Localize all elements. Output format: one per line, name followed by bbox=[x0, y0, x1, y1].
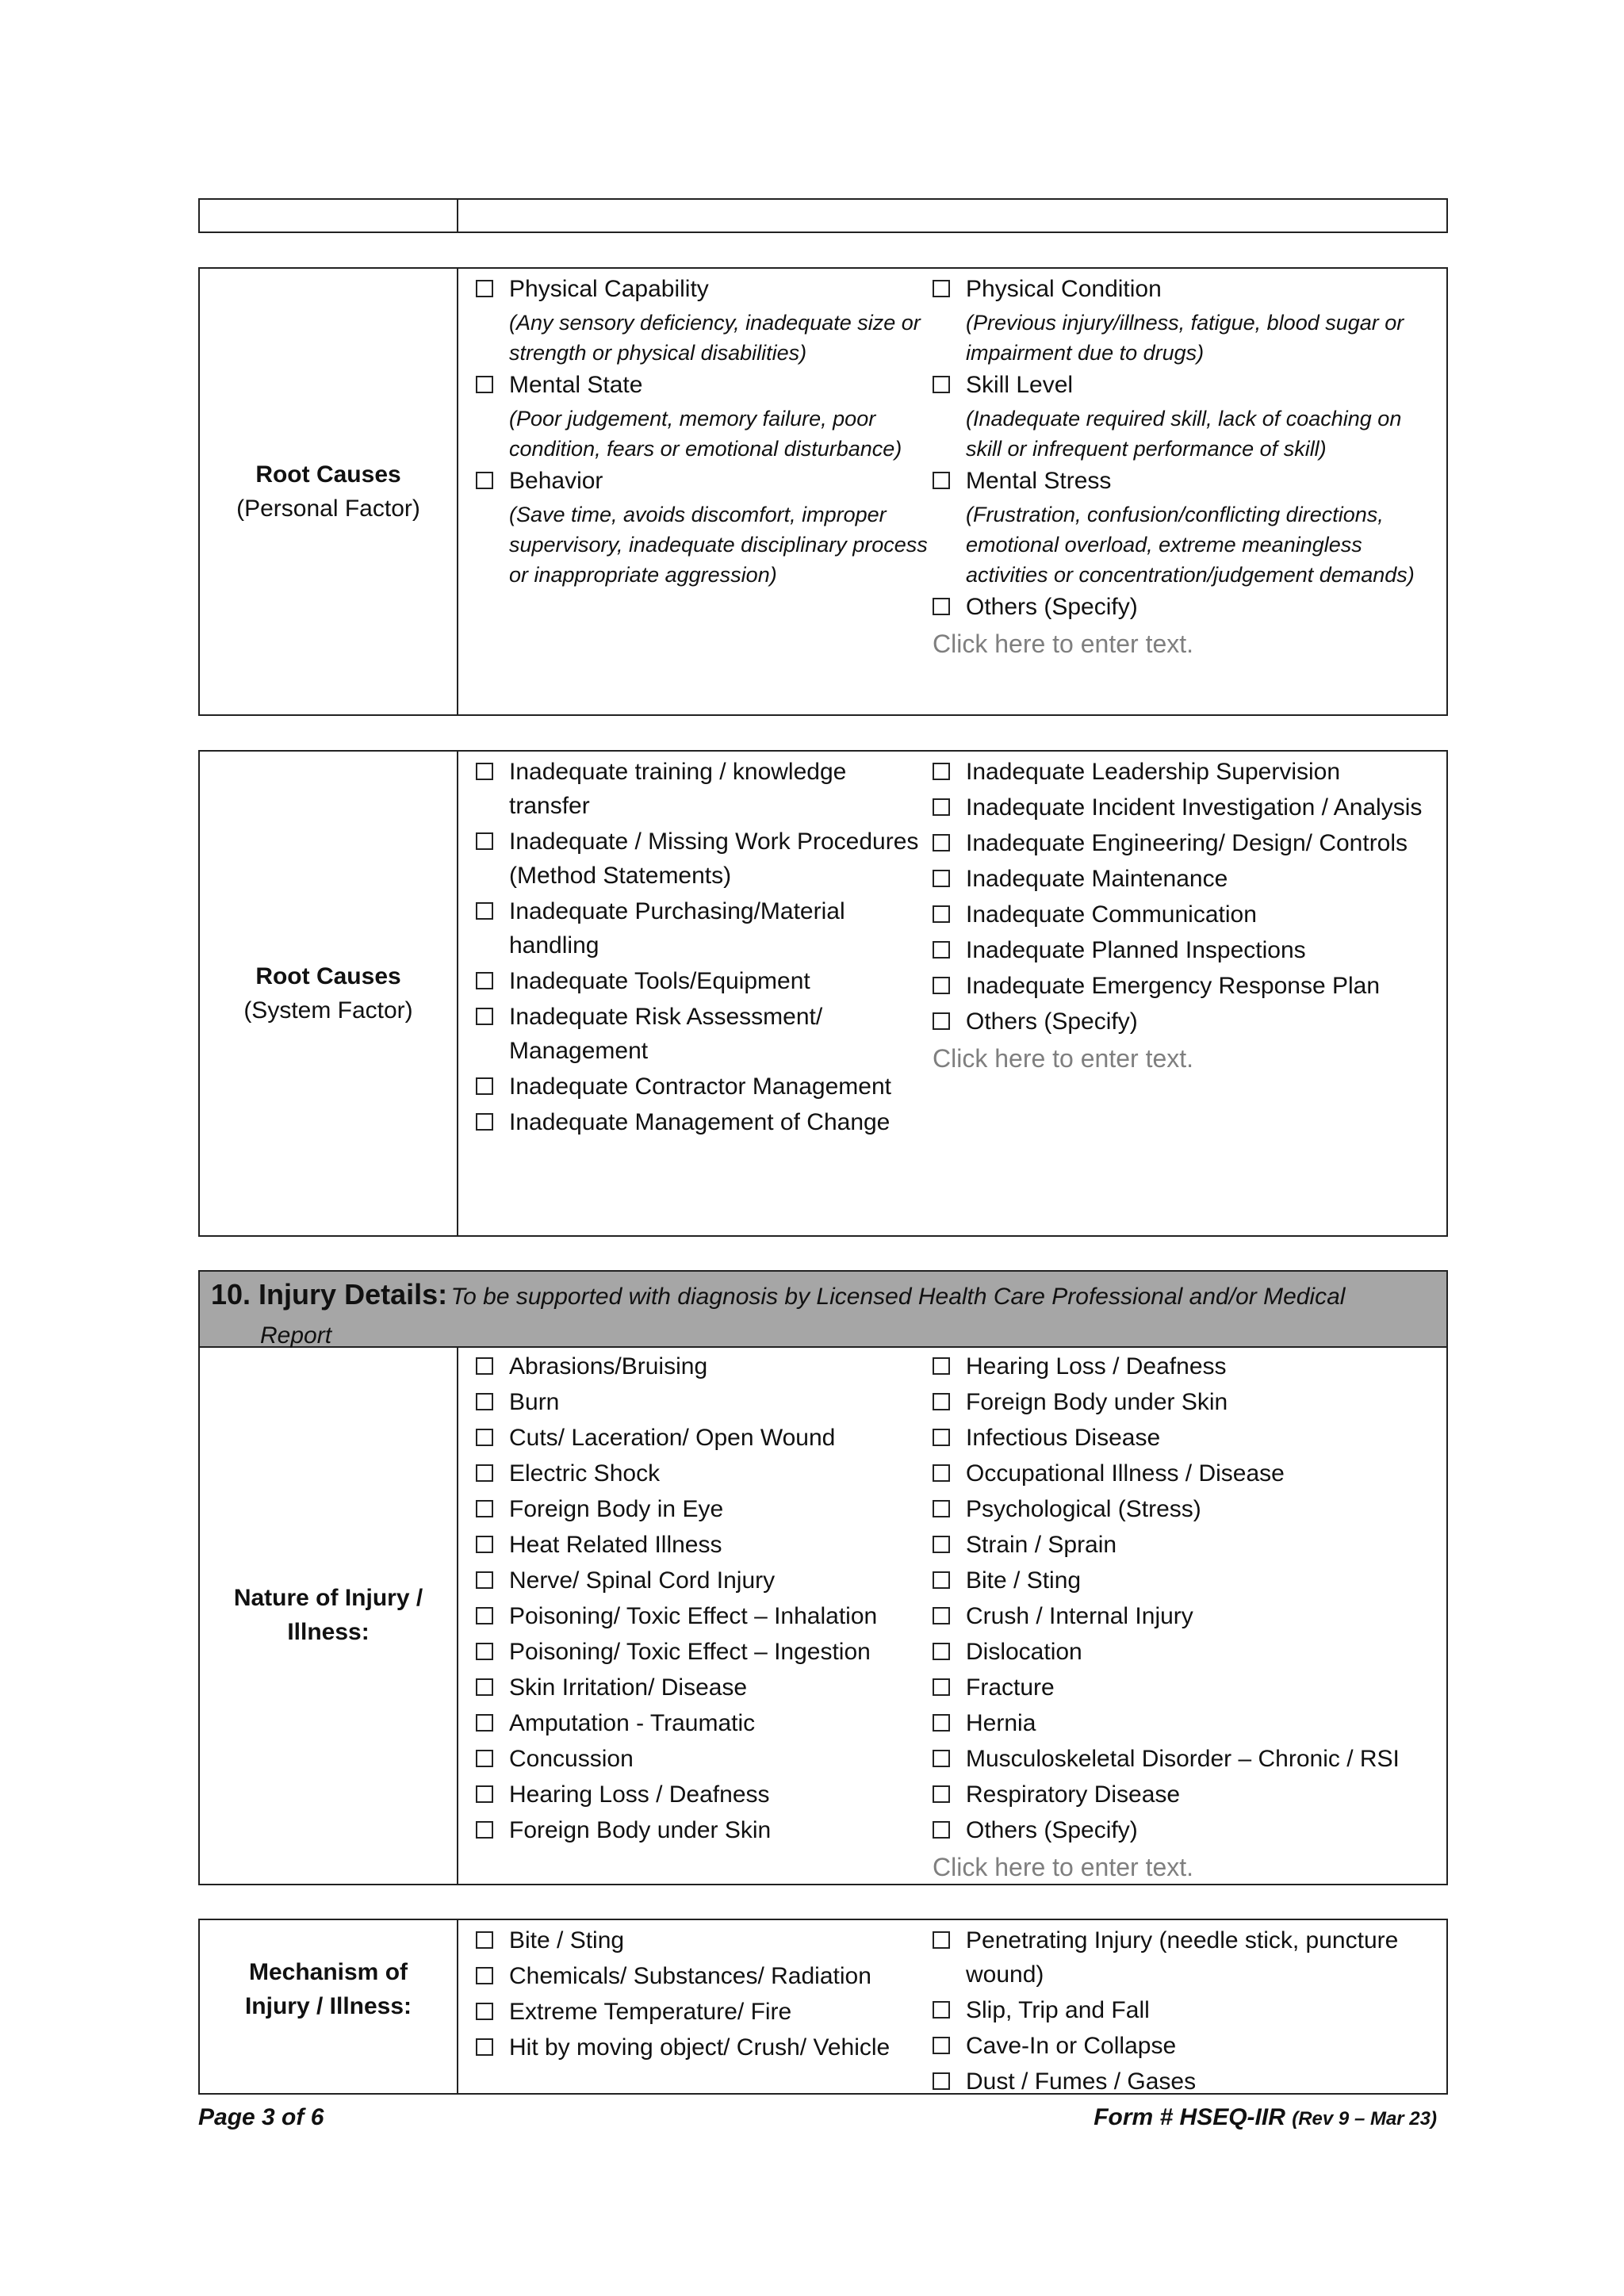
nature-of-injury-options bbox=[458, 1346, 1446, 1884]
system-factor-table bbox=[198, 750, 1448, 1237]
checkbox-label: Mental Stress bbox=[966, 468, 1112, 494]
checkbox-row[interactable] bbox=[929, 1349, 1437, 1383]
checkbox-icon[interactable] bbox=[933, 1012, 950, 1030]
checkbox-row[interactable] bbox=[473, 825, 929, 893]
checkbox-icon[interactable] bbox=[476, 1678, 493, 1696]
checkbox-option[interactable] bbox=[929, 1742, 1437, 1776]
checkbox-option[interactable] bbox=[473, 1777, 929, 1812]
checkbox-label: Inadequate Risk Assessment/ Management bbox=[509, 1004, 823, 1064]
checkbox-row[interactable] bbox=[929, 1742, 1437, 1776]
checkbox-row[interactable] bbox=[473, 1777, 929, 1812]
checkbox-option[interactable] bbox=[473, 1000, 929, 1068]
checkbox-option[interactable] bbox=[473, 964, 929, 998]
checkbox-label: Fracture bbox=[966, 1674, 1055, 1701]
checkbox-option[interactable] bbox=[473, 1742, 929, 1776]
checkbox-option[interactable] bbox=[929, 862, 1437, 896]
checkbox-option[interactable] bbox=[929, 933, 1437, 967]
checkbox-option[interactable] bbox=[929, 1923, 1437, 1992]
checkbox-row[interactable] bbox=[473, 1742, 929, 1776]
checkbox-icon[interactable] bbox=[476, 1393, 493, 1410]
checkbox-row[interactable] bbox=[473, 1635, 929, 1669]
checkbox-label: Inadequate Planned Inspections bbox=[966, 937, 1306, 963]
checkbox-option[interactable] bbox=[473, 1492, 929, 1526]
checkbox-icon[interactable] bbox=[476, 972, 493, 989]
checkbox-option[interactable] bbox=[473, 1995, 929, 2029]
checkbox-option[interactable] bbox=[929, 368, 1437, 464]
mechanism-left-column bbox=[473, 1923, 929, 2093]
checkbox-label: Inadequate Communication bbox=[966, 901, 1257, 928]
checkbox-label: Amputation - Traumatic bbox=[509, 1710, 756, 1736]
checkbox-row[interactable] bbox=[929, 1670, 1437, 1705]
checkbox-option[interactable] bbox=[929, 464, 1437, 590]
top-empty-row bbox=[198, 198, 1448, 233]
checkbox-option[interactable] bbox=[473, 1528, 929, 1562]
checkbox-row[interactable] bbox=[473, 1528, 929, 1562]
checkbox-option[interactable] bbox=[473, 894, 929, 962]
checkbox-icon[interactable] bbox=[476, 1429, 493, 1446]
checkbox-label: Physical Condition bbox=[966, 276, 1162, 302]
checkbox-option[interactable] bbox=[929, 272, 1437, 368]
checkbox-option[interactable] bbox=[473, 1070, 929, 1104]
checkbox-row[interactable] bbox=[473, 1706, 929, 1740]
checkbox-label: Bite / Sting bbox=[509, 1927, 625, 1954]
checkbox-option[interactable] bbox=[473, 1563, 929, 1598]
checkbox-icon[interactable] bbox=[476, 1571, 493, 1589]
checkbox-row[interactable] bbox=[929, 1456, 1437, 1490]
checkbox-icon[interactable] bbox=[476, 2038, 493, 2056]
checkbox-icon[interactable] bbox=[476, 763, 493, 780]
checkbox-label: Inadequate Leadership Supervision bbox=[966, 759, 1341, 785]
checkbox-row[interactable] bbox=[929, 272, 1437, 306]
checkbox-option[interactable] bbox=[929, 1004, 1437, 1039]
checkbox-option[interactable] bbox=[473, 1635, 929, 1669]
checkbox-option[interactable] bbox=[929, 1385, 1437, 1419]
checkbox-option[interactable] bbox=[929, 1777, 1437, 1812]
checkbox-icon[interactable] bbox=[933, 834, 950, 851]
personal-left-column bbox=[473, 272, 929, 714]
mechanism-of-injury-label: Mechanism of Injury / Illness: bbox=[200, 1920, 458, 2093]
option-description: (Any sensory deficiency, inadequate size or strength or physical disabilities) bbox=[509, 311, 921, 365]
checkbox-icon[interactable] bbox=[933, 1931, 950, 1949]
checkbox-icon[interactable] bbox=[933, 472, 950, 489]
checkbox-row[interactable] bbox=[473, 2030, 929, 2064]
checkbox-icon[interactable] bbox=[933, 598, 950, 615]
checkbox-option[interactable] bbox=[929, 1706, 1437, 1740]
footer-page-number: Page 3 of 6 bbox=[198, 2104, 324, 2130]
checkbox-label: Nerve/ Spinal Cord Injury bbox=[509, 1567, 776, 1594]
injury-details-header bbox=[198, 1270, 1448, 1348]
mechanism-of-injury-options bbox=[458, 1920, 1446, 2093]
checkbox-icon[interactable] bbox=[476, 2003, 493, 2020]
checkbox-label: Inadequate training / knowledge transfer bbox=[509, 759, 847, 819]
nature-of-injury-label: Nature of Injury / Illness: bbox=[200, 1346, 458, 1884]
checkbox-option[interactable] bbox=[929, 590, 1437, 624]
checkbox-icon[interactable] bbox=[933, 2001, 950, 2019]
checkbox-option[interactable] bbox=[473, 1349, 929, 1383]
checkbox-option[interactable] bbox=[473, 1599, 929, 1633]
checkbox-label: Inadequate Purchasing/Material handling bbox=[509, 898, 845, 959]
checkbox-option[interactable] bbox=[929, 1528, 1437, 1562]
checkbox-icon[interactable] bbox=[476, 1607, 493, 1624]
checkbox-label: Inadequate Emergency Response Plan bbox=[966, 973, 1381, 999]
checkbox-row[interactable] bbox=[473, 964, 929, 998]
checkbox-icon[interactable] bbox=[933, 1678, 950, 1696]
checkbox-label: Hearing Loss / Deafness bbox=[966, 1353, 1227, 1380]
top-empty-label-cell bbox=[200, 200, 458, 232]
checkbox-option[interactable] bbox=[473, 272, 929, 368]
checkbox-label: Inadequate Tools/Equipment bbox=[509, 968, 810, 994]
checkbox-icon[interactable] bbox=[933, 870, 950, 887]
system-left-column bbox=[473, 755, 929, 1235]
checkbox-icon[interactable] bbox=[933, 1393, 950, 1410]
checkbox-icon[interactable] bbox=[476, 1536, 493, 1553]
checkbox-label: Cuts/ Laceration/ Open Wound bbox=[509, 1425, 836, 1451]
checkbox-label: Abrasions/Bruising bbox=[509, 1353, 708, 1380]
checkbox-icon[interactable] bbox=[933, 1500, 950, 1517]
checkbox-label: Respiratory Disease bbox=[966, 1781, 1181, 1808]
checkbox-label: Crush / Internal Injury bbox=[966, 1603, 1193, 1629]
checkbox-label: Others (Specify) bbox=[966, 594, 1138, 620]
footer-form-id: Form # HSEQ-IIR bbox=[1094, 2104, 1285, 2130]
checkbox-row[interactable] bbox=[929, 1635, 1437, 1669]
checkbox-row[interactable] bbox=[929, 368, 1437, 402]
checkbox-label: Foreign Body in Eye bbox=[509, 1496, 724, 1522]
checkbox-label: Penetrating Injury (needle stick, puncture wound) bbox=[966, 1927, 1399, 1988]
checkbox-option[interactable] bbox=[929, 790, 1437, 825]
checkbox-icon[interactable] bbox=[933, 1607, 950, 1624]
checkbox-label: Physical Capability bbox=[509, 276, 709, 302]
checkbox-label: Inadequate Engineering/ Design/ Controls bbox=[966, 830, 1408, 856]
checkbox-option[interactable] bbox=[929, 1670, 1437, 1705]
top-empty-value-cell[interactable] bbox=[458, 200, 1446, 232]
personal-right-column bbox=[929, 272, 1437, 714]
checkbox-icon[interactable] bbox=[933, 1821, 950, 1839]
checkbox-row[interactable] bbox=[473, 1923, 929, 1957]
checkbox-icon[interactable] bbox=[476, 1750, 493, 1767]
checkbox-label: Electric Shock bbox=[509, 1460, 661, 1487]
checkbox-icon[interactable] bbox=[933, 1536, 950, 1553]
checkbox-icon[interactable] bbox=[933, 1750, 950, 1767]
checkbox-label: Concussion bbox=[509, 1746, 634, 1772]
mechanism-of-injury-table bbox=[198, 1919, 1448, 2095]
text-entry-field[interactable]: Click here to enter text. bbox=[933, 1044, 1194, 1073]
checkbox-row[interactable] bbox=[473, 1563, 929, 1598]
checkbox-option[interactable] bbox=[929, 1492, 1437, 1526]
checkbox-icon[interactable] bbox=[476, 1714, 493, 1732]
checkbox-icon[interactable] bbox=[933, 1464, 950, 1482]
checkbox-label: Others (Specify) bbox=[966, 1817, 1138, 1843]
checkbox-row[interactable] bbox=[929, 1706, 1437, 1740]
checkbox-label: Chemicals/ Substances/ Radiation bbox=[509, 1963, 871, 1989]
checkbox-icon[interactable] bbox=[476, 1464, 493, 1482]
checkbox-row[interactable] bbox=[473, 1349, 929, 1383]
checkbox-row[interactable] bbox=[929, 969, 1437, 1003]
checkbox-row[interactable] bbox=[473, 272, 929, 306]
checkbox-option[interactable] bbox=[929, 2029, 1437, 2063]
text-entry-field[interactable]: Click here to enter text. bbox=[933, 1853, 1194, 1881]
checkbox-row[interactable] bbox=[929, 590, 1437, 624]
checkbox-option[interactable] bbox=[473, 1670, 929, 1705]
option-description: (Poor judgement, memory failure, poor condition, fears or emotional disturbance) bbox=[509, 407, 902, 461]
checkbox-label: Foreign Body under Skin bbox=[966, 1389, 1228, 1415]
checkbox-row[interactable] bbox=[929, 1004, 1437, 1039]
checkbox-icon[interactable] bbox=[476, 1077, 493, 1095]
checkbox-icon[interactable] bbox=[933, 977, 950, 994]
checkbox-row[interactable] bbox=[473, 464, 929, 498]
checkbox-label: Occupational Illness / Disease bbox=[966, 1460, 1285, 1487]
checkbox-row[interactable] bbox=[473, 1670, 929, 1705]
checkbox-label: Extreme Temperature/ Fire bbox=[509, 1999, 792, 2025]
checkbox-row[interactable] bbox=[929, 826, 1437, 860]
checkbox-row[interactable] bbox=[929, 897, 1437, 932]
injury-right-column bbox=[929, 1349, 1437, 1884]
checkbox-icon[interactable] bbox=[933, 1357, 950, 1375]
checkbox-label: Others (Specify) bbox=[966, 1008, 1138, 1035]
checkbox-icon[interactable] bbox=[933, 1429, 950, 1446]
checkbox-option[interactable] bbox=[473, 1421, 929, 1455]
checkbox-option[interactable] bbox=[473, 1105, 929, 1139]
checkbox-label: Behavior bbox=[509, 468, 603, 494]
checkbox-icon[interactable] bbox=[933, 1785, 950, 1803]
checkbox-icon[interactable] bbox=[476, 1821, 493, 1839]
checkbox-label: Hearing Loss / Deafness bbox=[509, 1781, 770, 1808]
checkbox-option[interactable] bbox=[473, 368, 929, 464]
checkbox-option[interactable] bbox=[929, 1599, 1437, 1633]
personal-factor-label: Root Causes (Personal Factor) bbox=[200, 269, 458, 714]
injury-details-subtitle: To be supported with diagnosis by Licensed Health Care Professional and/or Medical bbox=[450, 1284, 1346, 1310]
checkbox-label: Skill Level bbox=[966, 372, 1074, 398]
checkbox-option[interactable] bbox=[929, 755, 1437, 789]
checkbox-label: Cave-In or Collapse bbox=[966, 2033, 1177, 2059]
checkbox-row[interactable] bbox=[929, 2029, 1437, 2063]
checkbox-option[interactable] bbox=[473, 1456, 929, 1490]
checkbox-icon[interactable] bbox=[933, 1714, 950, 1732]
checkbox-row[interactable] bbox=[929, 464, 1437, 498]
checkbox-row[interactable] bbox=[473, 1959, 929, 1993]
checkbox-icon[interactable] bbox=[476, 902, 493, 920]
checkbox-option[interactable] bbox=[473, 825, 929, 893]
checkbox-row[interactable] bbox=[929, 1563, 1437, 1598]
checkbox-row[interactable] bbox=[473, 1000, 929, 1068]
checkbox-icon[interactable] bbox=[476, 376, 493, 393]
checkbox-option[interactable] bbox=[473, 2030, 929, 2064]
checkbox-row[interactable] bbox=[929, 1599, 1437, 1633]
checkbox-option[interactable] bbox=[929, 1349, 1437, 1383]
checkbox-icon[interactable] bbox=[933, 798, 950, 816]
checkbox-row[interactable] bbox=[929, 1813, 1437, 1847]
checkbox-label: Psychological (Stress) bbox=[966, 1496, 1201, 1522]
checkbox-icon[interactable] bbox=[476, 1008, 493, 1025]
checkbox-label: Poisoning/ Toxic Effect – Ingestion bbox=[509, 1639, 871, 1665]
checkbox-label: Bite / Sting bbox=[966, 1567, 1082, 1594]
checkbox-label: Inadequate Incident Investigation / Analysis bbox=[966, 794, 1423, 821]
checkbox-row[interactable] bbox=[929, 1528, 1437, 1562]
checkbox-option[interactable] bbox=[929, 826, 1437, 860]
checkbox-option[interactable] bbox=[473, 1923, 929, 1957]
option-description: (Save time, avoids discomfort, improper supervisory, inadequate disciplinary process or inappropriate aggression) bbox=[509, 503, 928, 587]
checkbox-icon[interactable] bbox=[933, 905, 950, 923]
checkbox-row[interactable] bbox=[929, 755, 1437, 789]
checkbox-icon[interactable] bbox=[476, 832, 493, 850]
checkbox-row[interactable] bbox=[929, 1777, 1437, 1812]
checkbox-option[interactable] bbox=[929, 1813, 1437, 1847]
checkbox-label: Skin Irritation/ Disease bbox=[509, 1674, 748, 1701]
checkbox-label: Foreign Body under Skin bbox=[509, 1817, 772, 1843]
checkbox-label: Poisoning/ Toxic Effect – Inhalation bbox=[509, 1603, 878, 1629]
checkbox-row[interactable] bbox=[929, 1492, 1437, 1526]
footer-revision: (Rev 9 – Mar 23) bbox=[1292, 2108, 1437, 2130]
checkbox-label: Inadequate / Missing Work Procedures (Method Statements) bbox=[509, 828, 919, 889]
checkbox-option[interactable] bbox=[473, 1706, 929, 1740]
checkbox-option[interactable] bbox=[473, 1813, 929, 1847]
checkbox-label: Heat Related Illness bbox=[509, 1532, 722, 1558]
option-description: (Previous injury/illness, fatigue, blood sugar or impairment due to drugs) bbox=[966, 311, 1404, 365]
checkbox-label: Infectious Disease bbox=[966, 1425, 1161, 1451]
checkbox-label: Inadequate Maintenance bbox=[966, 866, 1228, 892]
checkbox-label: Strain / Sprain bbox=[966, 1532, 1117, 1558]
checkbox-row[interactable] bbox=[929, 1923, 1437, 1992]
checkbox-row[interactable] bbox=[929, 933, 1437, 967]
checkbox-icon[interactable] bbox=[476, 1643, 493, 1660]
checkbox-label: Musculoskeletal Disorder – Chronic / RSI bbox=[966, 1746, 1400, 1772]
checkbox-option[interactable] bbox=[929, 969, 1437, 1003]
checkbox-option[interactable] bbox=[929, 1993, 1437, 2027]
checkbox-option[interactable] bbox=[929, 2064, 1437, 2099]
personal-factor-table bbox=[198, 267, 1448, 716]
checkbox-icon[interactable] bbox=[933, 2037, 950, 2054]
injury-left-column bbox=[473, 1349, 929, 1884]
checkbox-row[interactable] bbox=[473, 1492, 929, 1526]
checkbox-icon[interactable] bbox=[933, 1571, 950, 1589]
checkbox-row[interactable] bbox=[473, 1070, 929, 1104]
checkbox-option[interactable] bbox=[929, 1421, 1437, 1455]
option-description: (Frustration, confusion/conflicting directions, emotional overload, extreme meaningless activities or concentration/judgement demands) bbox=[966, 503, 1415, 587]
mechanism-right-column bbox=[929, 1923, 1437, 2093]
checkbox-row[interactable] bbox=[473, 1421, 929, 1455]
checkbox-option[interactable] bbox=[929, 1563, 1437, 1598]
checkbox-label: Dust / Fumes / Gases bbox=[966, 2068, 1197, 2095]
checkbox-label: Inadequate Management of Change bbox=[509, 1109, 891, 1135]
checkbox-row[interactable] bbox=[473, 1599, 929, 1633]
checkbox-icon[interactable] bbox=[933, 2072, 950, 2090]
checkbox-label: Dislocation bbox=[966, 1639, 1082, 1665]
checkbox-row[interactable] bbox=[929, 862, 1437, 896]
checkbox-option[interactable] bbox=[473, 464, 929, 590]
checkbox-row[interactable] bbox=[473, 1105, 929, 1139]
checkbox-icon[interactable] bbox=[476, 1785, 493, 1803]
injury-details-title: 10. Injury Details: bbox=[211, 1278, 448, 1311]
checkbox-row[interactable] bbox=[473, 894, 929, 962]
text-entry-field[interactable]: Click here to enter text. bbox=[933, 629, 1194, 658]
checkbox-label: Inadequate Contractor Management bbox=[509, 1073, 891, 1100]
checkbox-option[interactable] bbox=[929, 1456, 1437, 1490]
checkbox-icon[interactable] bbox=[933, 941, 950, 959]
checkbox-icon[interactable] bbox=[476, 472, 493, 489]
checkbox-icon[interactable] bbox=[933, 1643, 950, 1660]
checkbox-option[interactable] bbox=[473, 755, 929, 823]
checkbox-icon[interactable] bbox=[476, 1113, 493, 1131]
system-factor-label: Root Causes (System Factor) bbox=[200, 752, 458, 1235]
checkbox-icon[interactable] bbox=[933, 763, 950, 780]
checkbox-row[interactable] bbox=[473, 1456, 929, 1490]
checkbox-row[interactable] bbox=[929, 2064, 1437, 2099]
checkbox-icon[interactable] bbox=[476, 280, 493, 297]
footer-form-number bbox=[1094, 2104, 1437, 2131]
system-right-column bbox=[929, 755, 1437, 1235]
checkbox-label: Burn bbox=[509, 1389, 560, 1415]
checkbox-icon[interactable] bbox=[476, 1931, 493, 1949]
checkbox-option[interactable] bbox=[473, 1385, 929, 1419]
system-factor-options bbox=[458, 752, 1446, 1235]
personal-factor-options bbox=[458, 269, 1446, 714]
checkbox-icon[interactable] bbox=[476, 1967, 493, 1984]
checkbox-row[interactable] bbox=[929, 1385, 1437, 1419]
checkbox-option[interactable] bbox=[929, 897, 1437, 932]
checkbox-icon[interactable] bbox=[476, 1357, 493, 1375]
option-description: (Inadequate required skill, lack of coaching on skill or infrequent performance of skill) bbox=[966, 407, 1402, 461]
nature-of-injury-table bbox=[198, 1346, 1448, 1885]
checkbox-icon[interactable] bbox=[933, 376, 950, 393]
checkbox-row[interactable] bbox=[473, 368, 929, 402]
checkbox-icon[interactable] bbox=[933, 280, 950, 297]
checkbox-option[interactable] bbox=[929, 1635, 1437, 1669]
checkbox-row[interactable] bbox=[473, 755, 929, 823]
checkbox-row[interactable] bbox=[929, 1993, 1437, 2027]
checkbox-row[interactable] bbox=[473, 1995, 929, 2029]
checkbox-row[interactable] bbox=[929, 790, 1437, 825]
checkbox-row[interactable] bbox=[473, 1813, 929, 1847]
checkbox-row[interactable] bbox=[473, 1385, 929, 1419]
checkbox-label: Hit by moving object/ Crush/ Vehicle bbox=[509, 2034, 891, 2061]
checkbox-row[interactable] bbox=[929, 1421, 1437, 1455]
checkbox-option[interactable] bbox=[473, 1959, 929, 1993]
checkbox-label: Slip, Trip and Fall bbox=[966, 1997, 1150, 2023]
checkbox-label: Hernia bbox=[966, 1710, 1036, 1736]
injury-details-subtitle-cont: Report bbox=[260, 1322, 332, 1349]
checkbox-icon[interactable] bbox=[476, 1500, 493, 1517]
checkbox-label: Mental State bbox=[509, 372, 643, 398]
